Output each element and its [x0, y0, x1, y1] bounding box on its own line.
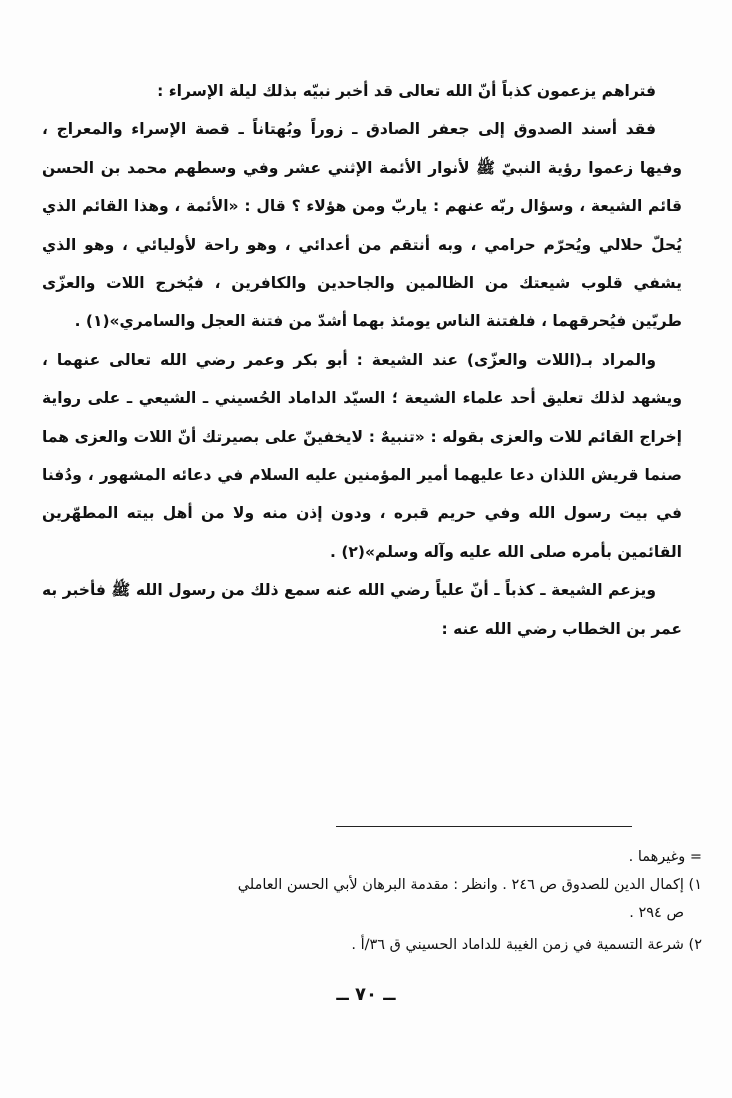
paragraph-3: والمراد بـ(اللات والعزّى) عند الشيعة : أبو بكر وعمر رضي الله تعالى عنهما ، ويشهد لذلك تعليق أحد علماء الشيعة ؛ السيّد الداماد الحُسيني ـ الشيعي ـ على رواية إخراج القائم للات والعزى بقوله : «تنبيهٌ : لايخفينّ على بصيرتك أنّ اللات والعزى هما صنما قريش اللذان دعا عليهما أمير المؤمنين عليه السلام في دعائه المشهور ، ودُفنا في بيت رسول الله وفي حريم قبره ، ودون إذن منه ولا من أهل بيته المطهّرين القائمين بأمره صلى الله عليه وآله وسلم»(٢) .	[42, 350, 682, 561]
paragraph-2: فقد أسند الصدوق إلى جعفر الصادق ـ زوراً وبُهتاناً ـ قصة الإسراء والمعراج ، وفيها زعموا رؤية النبيّ ﷺ لأنوار الأئمة الإثني عشر وفي وسطهم محمد بن الحسن قائم الشيعة ، وسؤال ربّه عنهم : ياربّ ومن هؤلاء ؟ قال : «الأئمة ، وهذا القائم الذي يُحلّ حلالي ويُحرّم حرامي ، وبه أنتقم من أعدائي ، وهو راحة لأوليائي ، وهو الذي يشفي قلوب شيعتك من الظالمين والجاحدين والكافرين ، فيُخرج اللات والعزّى طريّين فيُحرقهما ، فلفتنة الناس يومئذ بهما أشدّ من فتنة العجل والسامري»(١) .	[42, 120, 682, 331]
footnote-continuation: = وغيرهما .	[628, 849, 702, 865]
footnote-1-line-2: ص ٢٩٤ .	[629, 905, 684, 921]
paragraph-1: فتراهم يزعمون كذباً أنّ الله تعالى قد أخبر نبيّه بذلك ليلة الإسراء :	[157, 82, 656, 100]
footnote-1-line-1: ١) إكمال الدين للصدوق ص ٢٤٦ . وانظر : مقدمة البرهان لأبي الحسن العاملي	[237, 877, 702, 893]
footnote-1	[36, 871, 702, 927]
main-text	[42, 72, 682, 648]
paragraph-4: ويزعم الشيعة ـ كذباً ـ أنّ علياً رضي الله عنه سمع ذلك من رسول الله ﷺ فأخبر به عمر بن الخطاب رضي الله عنه :	[42, 581, 682, 638]
footnotes	[36, 843, 702, 959]
page-number: ــ ٧٠ ــ	[336, 984, 396, 1005]
footnote-divider	[336, 826, 632, 827]
footnote-2: ٢) شرعة التسمية في زمن الغيبة للداماد الحسيني ق ٣٦/أ .	[351, 937, 702, 953]
